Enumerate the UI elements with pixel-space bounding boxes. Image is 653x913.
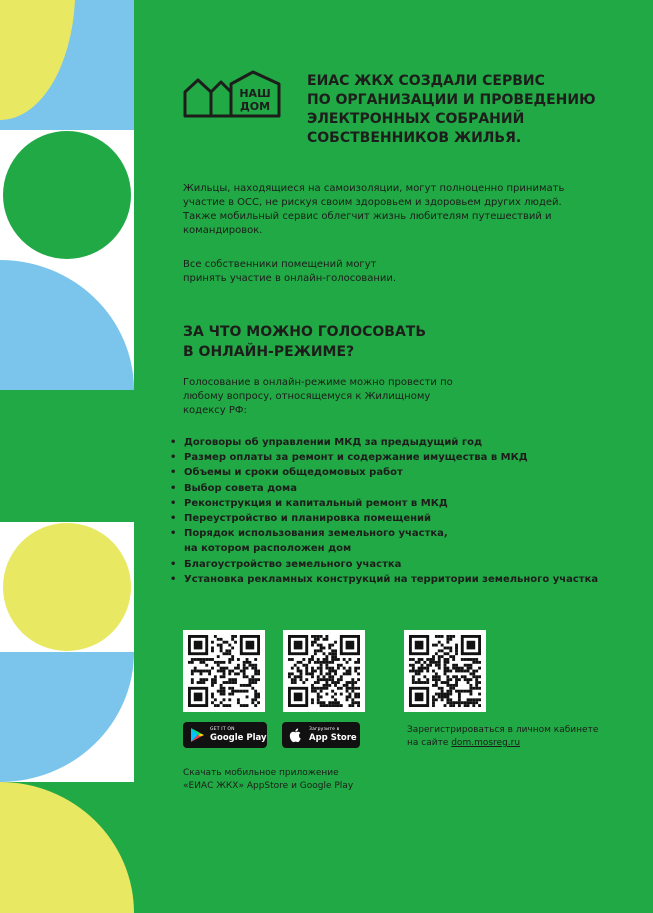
list-item [170,511,610,526]
bullet-icon: • [170,573,177,585]
voting-heading-line1: ЗА ЧТО МОЖНО ГОЛОСОВАТЬ [183,324,427,340]
list-item-text: Порядок использования земельного участка, на котором расположен дом [184,528,448,555]
list-item [170,465,610,480]
list-item-text: Благоустройство земельного участка [184,558,402,570]
list-item-text: Реконструкция и капитальный ремонт в МКД [184,497,448,509]
google-play-big-text: Google Play [210,732,267,743]
play-triangle-icon [189,727,205,743]
decorative-shapes [0,0,134,913]
logo-text-line1: НАШ [239,87,271,100]
bullet-icon: • [170,558,177,570]
deco-yellow-circle [3,523,131,651]
house-outline-icon [183,70,283,120]
qr-code-app-store[interactable] [283,630,365,712]
headline-line: ПО ОРГАНИЗАЦИИ И ПРОВЕДЕНИЮ [307,92,596,108]
list-item [170,572,610,587]
bullet-icon: • [170,497,177,509]
list-item-text: Выбор совета дома [184,482,297,494]
headline-line: ЭЛЕКТРОННЫХ СОБРАНИЙ [307,111,525,127]
list-item-text: Объемы и сроки общедомовых работ [184,467,403,479]
register-note [407,724,607,750]
list-item [170,435,610,450]
list-item-text: Переустройство и планировка помещений [184,513,432,525]
list-item [170,450,610,465]
bullet-icon: • [170,513,177,525]
register-link[interactable]: dom.mosreg.ru [451,738,521,748]
bullet-icon: • [170,528,177,540]
intro-paragraph-2: Все собственники помещений могут принять участие в онлайн-голосовании. [183,259,397,284]
list-item-text: Установка рекламных конструкций на территории земельного участка [184,573,599,585]
list-item [170,526,610,556]
list-item-text: Размер оплаты за ремонт и содержание имущества в МКД [184,452,528,464]
deco-green-block [0,390,134,522]
register-line2 [407,737,607,750]
app-download-note [183,767,403,793]
qr-code-google-play[interactable] [183,630,265,712]
qr-code-register[interactable] [404,630,486,712]
intro-paragraph-1: Жильцы, находящиеся на самоизоляции, могут полноценно принимать участие в ОСС, не рискуя своим здоровьем и здоровьем других людей. Также мобильный сервис облегчит жизнь любителям путешествий и командировок. [183,183,565,236]
app-store-small-text: Загрузите в [309,727,340,732]
register-prefix: на сайте [407,738,452,748]
deco-green-circle [3,131,131,259]
app-note-line1: Скачать мобильное приложение [183,768,339,778]
app-note-line2: «ЕИАС ЖКХ» AppStore и Google Play [183,781,354,791]
bullet-icon: • [170,482,177,494]
voting-heading-line2: В ОНЛАЙН-РЕЖИМЕ? [183,344,355,360]
voting-topics-list [170,435,610,587]
voting-heading [183,322,483,362]
list-item-text: Договоры об управлении МКД за предыдущий год [184,437,483,448]
headline [307,72,627,148]
list-item [170,481,610,496]
bullet-icon: • [170,467,177,479]
list-item [170,557,610,572]
voting-intro: Голосование в онлайн-режиме можно провести по любому вопросу, относящемуся к Жилищному кодексу РФ: [183,377,453,416]
list-item [170,496,610,511]
app-store-big-text: App Store [309,732,357,743]
headline-line: СОБСТВЕННИКОВ ЖИЛЬЯ. [307,130,522,146]
google-play-button[interactable] [183,722,267,748]
google-play-small-text: GET IT ON [210,727,235,732]
headline-line: ЕИАС ЖКХ СОЗДАЛИ СЕРВИС [307,73,545,89]
app-store-button[interactable] [282,722,360,748]
bullet-icon: • [170,452,177,464]
register-line1: Зарегистрироваться в личном кабинете [407,725,599,735]
bullet-icon: • [170,437,177,448]
header [183,70,623,160]
logo-text-line2: ДОМ [239,100,271,113]
apple-icon [288,727,304,743]
